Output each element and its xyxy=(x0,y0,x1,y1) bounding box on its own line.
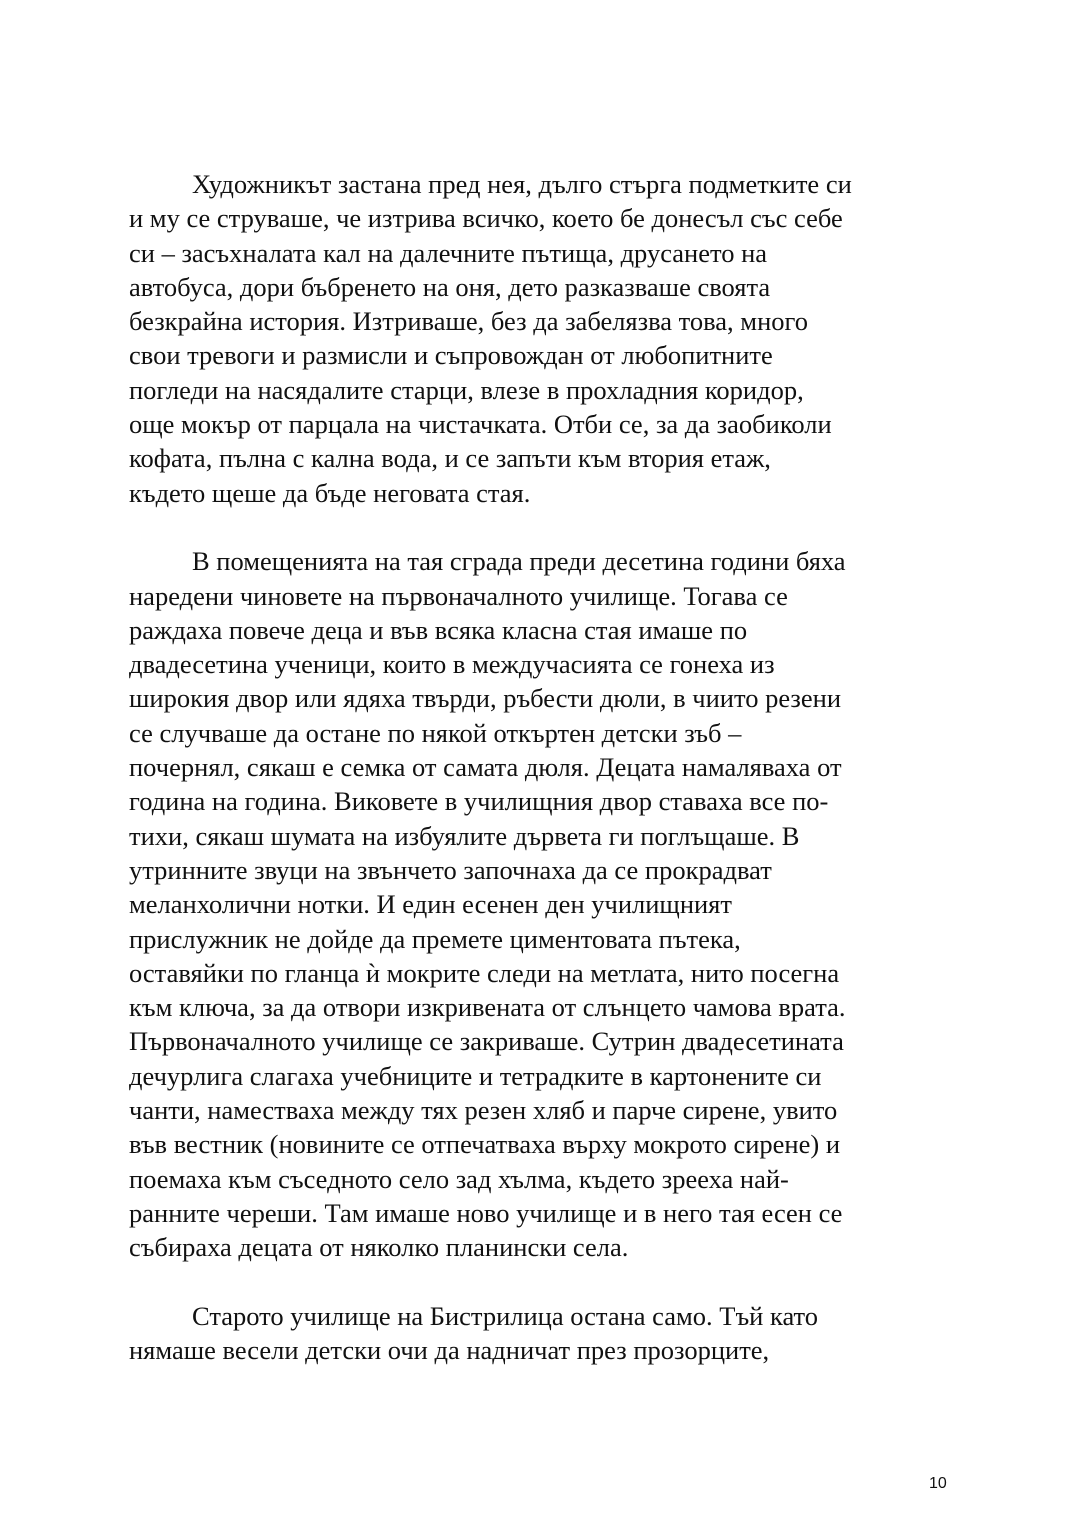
text-line: двадесетина ученици, които в междучасията се гонеха из xyxy=(129,649,775,680)
text-line: свои тревоги и размисли и съпровождан от любопитните xyxy=(129,340,773,371)
text-line: и му се струваше, че изтрива всичко, което бе донесъл със себе xyxy=(129,203,843,234)
text-line: безкрайна история. Изтриваше, без да забелязва това, много xyxy=(129,306,808,337)
text-line: широкия двор или ядяха твърди, ръбести дюли, в чиито резени xyxy=(129,683,842,714)
text-line: чанти, наместваха между тях резен хляб и парче сирене, увито xyxy=(129,1095,838,1126)
paragraph-3 xyxy=(129,1299,959,1368)
text-line: към ключа, за да отвори изкривената от слънцето чамова врата. xyxy=(129,992,846,1023)
text-line: В помещенията на тая сграда преди десетина години бяха xyxy=(192,546,846,577)
text-line: прислужник не дойде да премете циментовата пътека, xyxy=(129,923,741,954)
text-line: във вестник (новините се отпечатваха върху мокрото сирене) и xyxy=(129,1129,840,1160)
page-body xyxy=(129,167,959,1367)
paragraph-spacer xyxy=(129,1265,959,1299)
text-line: събираха децата от няколко планински села. xyxy=(129,1232,629,1263)
text-line: раждаха повече деца и във всяка класна стая имаше по xyxy=(129,614,748,645)
text-line: си – засъхналата кал на далечните пътища, друсането на xyxy=(129,237,768,268)
text-line: погледи на насядалите старци, влезе в прохладния коридор, xyxy=(129,374,804,405)
text-line: почернял, сякаш е семка от самата дюля. Децата намаляваха от xyxy=(129,752,842,783)
paragraph-spacer xyxy=(129,510,959,544)
text-line: наредени чиновете на първоначалното училище. Тогава се xyxy=(129,580,788,611)
text-line: ранните череши. Там имаше ново училище и в него тая есен се xyxy=(129,1197,843,1228)
text-line: Първоначалното училище се закриваше. Сутрин двадесетината xyxy=(129,1026,844,1057)
text-line: Старото училище на Бистрилица остана само. Тъй като xyxy=(192,1300,818,1331)
text-line: нямаше весели детски очи да надничат през прозорците, xyxy=(129,1335,770,1366)
text-line: меланхолични нотки. И един есенен ден училищният xyxy=(129,889,732,920)
page-number: 10 xyxy=(929,1475,947,1492)
text-line: още мокър от парцала на чистачката. Отби се, за да заобиколи xyxy=(129,409,832,440)
text-line: автобуса, дори бъбренето на оня, дето разказваше своята xyxy=(129,271,771,302)
paragraph-2 xyxy=(129,544,959,1264)
text-line: където щеше да бъде неговата стая. xyxy=(129,477,531,508)
text-line: тихи, сякаш шумата на избуялите дървета ги поглъщаше. В xyxy=(129,820,800,851)
text-line: утринните звуци на звънчето започнаха да се прокрадват xyxy=(129,854,772,885)
text-line: кофата, пълна с кална вода, и се запъти към втория етаж, xyxy=(129,443,771,474)
text-line: се случваше да остане по някой откъртен детски зъб – xyxy=(129,717,742,748)
text-line: оставяйки по гланца ѝ мокрите следи на метлата, нито посегна xyxy=(129,957,840,988)
paragraph-1 xyxy=(129,167,959,510)
text-line: Художникът застана пред нея, дълго стърга подметките си xyxy=(192,169,852,199)
text-line: поемаха към съседното село зад хълма, където зрееха най- xyxy=(129,1163,789,1194)
text-line: година на година. Виковете в училищния двор ставаха все по- xyxy=(129,786,829,817)
text-line: дечурлига слагаха учебниците и тетрадките в картонените си xyxy=(129,1060,822,1091)
